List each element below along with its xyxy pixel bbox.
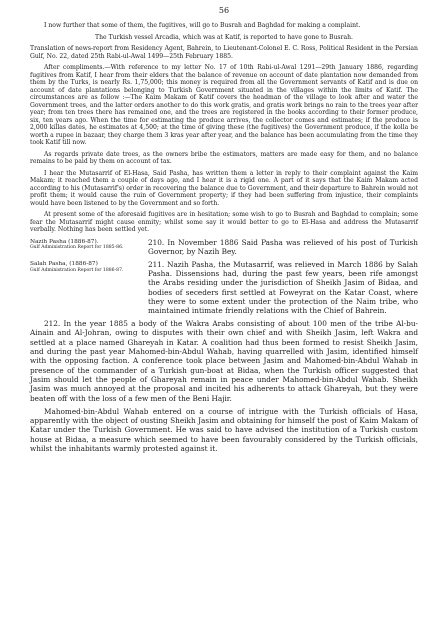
paragraph-present: At present some of the aforesaid fugitives are in hesitation; some wish to go to Busrah and Baghdad to complain; some fear the Mutasarrif might cause enmity; whilst some say it would better to go to El-Hasa and address the Mutasarrif verbally. Nothing has been settled yet. <box>30 211 418 233</box>
section-211-sidenote <box>30 260 148 273</box>
paragraph-mutasarrif: I hear the Mutasarrif of El-Hasa, Said Pasha, has written them a letter in reply to their complaint against the Kaim Makam; it reached them a couple of days ago, and I hear it is a rigid one. A part of it says that the Kaim Makam acted according to his (Mutasarrif's) order in recovering the balance due to Government, and their departure to Bahrein would not profit them; it would cause the ruin of Government property; if they had been suffering from injustice, their complaints would have been listened to by the Government and so forth. <box>30 169 418 207</box>
paragraph-private-trees: As regards private date trees, as the owners bribe the estimators, matters are made easy for them, and no balance remains to be paid by them on account of tax. <box>30 150 418 165</box>
section-211-text: 211. Nazih Pasha, the Mutasarrif, was relieved in March 1886 by Salah Pasha. Dissensions had, during the past few years, been rife amongst the Arabs residing under the jurisdiction of Sheikh Jasim of Bidaa, and bodies of seceders first settled at Foweyrat on the Katar Coast, where they were to some extent under the protection of the Naim tribe, who maintained intimate friendly relations with the Chief of Bahrein. <box>148 259 418 315</box>
document-page <box>30 6 418 457</box>
opening-paragraph: I now further that some of them, the fugitives, will go to Busrah and Baghdad for making a complaint. <box>44 22 361 29</box>
section-210 <box>30 238 418 256</box>
sidenote-title: Nazih Pasha (1886-87). <box>30 238 99 245</box>
section-212-continuation: Mahomed-bin-Abdul Wahab entered on a course of intrigue with the Turkish officials of Hasa, apparently with the object of ousting Sheikh Jasim and obtaining for himself the post of Kaim Makam of Katar under the Turkish Government. He was said to have advised the institution of a Turkish custom house at Bidaa, a measure which seemed to have been favourably considered by the Turkish officials, whilst the inhabitants warmly protested against it. <box>30 406 418 453</box>
section-212-text: 212. In the year 1885 a body of the Wakra Arabs consisting of about 100 men of the tribe Al-bu-Ainain and Al-Johran, owing to disputes with their own chief and with Sheikh Jasim, left Wakra and settled at a place named Ghareyah in Katar. A coalition had thus been formed to resist Sheikh Jasim, and during the past year Mahomed-bin-Abdul Wahab, having quarrelled with Jasim, identified himself with the opposing faction. A conference took place between Jasim and Mahomed-bin-Abdul Wahab in presence of the commander of a Turkish gun-boat at Bidaa, when the Turkish officer suggested that Jasim should let the people of Ghareyah remain in peace under Mahomed-bin-Abdul Wahab. Sheikh Jasim was much annoyed at the proposal and incited his adherents to attack Ghareyah, but they were beaten off with the loss of a few men of the Beni Hajir. <box>30 319 418 403</box>
paragraph-compliments: After compliments.—With reference to my letter No. 17 of 10th Rabi-ul-Awal 1291—29th January 1886, regarding fugitives from Katif, I hear from their elders that the balance of revenue on account of date plantation now demanded from them by the Turks, is nearly Rs. 1,75,000; this money is required from all the Government servants of Katif and is due on account of date plantations belonging to Turkish Government situated in the villages within the limits of Katif. The circumstances are as follow :—The Kaim Makam of Katif covers the headman of the village to look after and water the Government trees, and the latter orders another to do this work gratis, and gratis work brings no rain to the trees year after year; from ten trees there has remained one, and the trees are registered in the books according to their former produce, six, ten years ago. When the time for estimating the produce arrives, the collector comes and estimates; if the produce is 2,000 killas dates, he estimates at 4,500; at the time of giving these (the fugitives) the Government produce, if the kolla be worth a rupee in bazaar, they charge them 3 kras year after year, and the balance has been accumulating from the time they took Katif till now. <box>30 64 418 146</box>
sidenote-reference: Gulf Administration Report for 1886-87. <box>30 267 124 273</box>
section-210-text: 210. In November 1886 Said Pasha was relieved of his post of Turkish Governor, by Nazih Bey. <box>148 237 418 256</box>
page-number: 56 <box>218 6 230 15</box>
translation-heading: Translation of news-report from Residency Agent, Bahrein, to Lieutenant-Colonel E. C. Ross, Political Resident in the Persian Gulf, No. 22, dated 25th Rabi-ul-Awal 1499—25th February 1885. <box>30 45 418 60</box>
sidenote-reference: Gulf Administration Report for 1885-86. <box>30 245 124 251</box>
vessel-note: The Turkish vessel Arcadia, which was at Katif, is reported to have gone to Busrah. <box>95 33 353 41</box>
sidenote-title: Salah Pasha, (1886-87) <box>30 260 98 267</box>
section-212 <box>30 319 418 453</box>
section-211 <box>30 260 418 315</box>
section-210-sidenote <box>30 238 148 251</box>
